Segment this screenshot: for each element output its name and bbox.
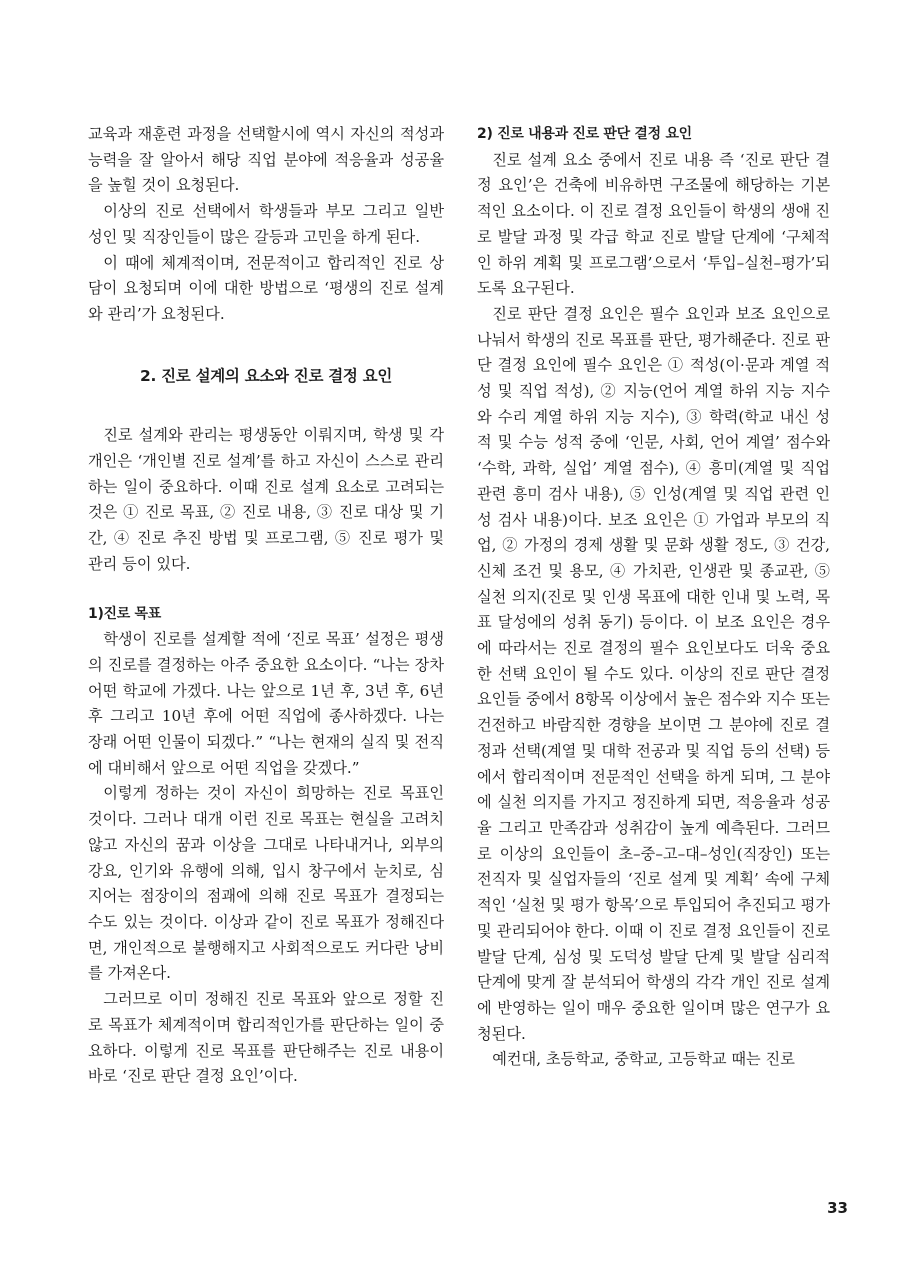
paragraph: 진로 설계 요소 중에서 진로 내용 즉 ‘진로 판단 결정 요인’은 건축에 비유하면 구조물에 해당하는 기본적인 요소이다. 이 진로 결정 요인들이 학생의 생애 진로 발달 과정 및 각급 학교 진로 발달 단계에 ‘구체적인 하위 계획 및 프로그램’으로서 ‘투입–실천–평가’되도록 요구된다. [477,150,830,298]
paragraph: 교육과 재훈련 과정을 선택할시에 역시 자신의 적성과 능력을 잘 알아서 해당 직업 분야에 적응율과 성공율을 높힐 것이 요청된다. [88,125,444,195]
right-column [477,122,830,1073]
paragraph: 진로 판단 결정 요인은 필수 요인과 보조 요인으로 나눠서 학생의 진로 목표를 판단, 평가해준다. 진로 판단 결정 요인에 필수 요인은 ① 적성(이·문과 계열 적성 및 직업 적성), ② 지능(언어 계열 하위 지능 지수와 수리 계열 하위 지능 지수), ③ 학력(학교 내신 성적 및 수능 성적 중에 ‘인문, 사회, 언어 계열’ 점수와 ‘수학, 과학, 실업’ 계열 점수), ④ 흥미(계열 및 직업 관련 흥미 검사 내용), ⑤ 인성(계열 및 직업 관련 인성 검사 내용)이다. 보조 요인은 ① 가업과 부모의 직업, ② 가정의 경제 생활 및 문화 생활 정도, ③ 건강, 신체 조건 및 용모, ④ 가치관, 인생관 및 종교관, ⑤ 실천 의지(진로 및 인생 목표에 대한 인내 및 노력, 목표 달성에의 성취 동기) 등이다. 이 보조 요인은 경우에 따라서는 진로 결정의 필수 요인보다도 더욱 중요한 선택 요인이 될 수도 있다. 이상의 진로 판단 결정 요인들 중에서 8항목 이상에서 높은 점수와 지수 또는 건전하고 바람직한 경향을 보이면 그 분야에 진로 결정과 선택(계열 및 대학 전공과 및 직업 등의 선택) 등에서 합리적이며 전문적인 선택을 하게 되며, 그 분야에 실천 의지를 가지고 정진하게 되면, 적응율과 성공율 그리고 만족감과 성취감이 높게 예측된다. 그러므로 이상의 요인들이 초–중–고–대–성인(직장인) 또는 전직자 및 실업자들의 ‘진로 설계 및 계획’ 속에 구체적인 ‘실천 및 평가 항목’으로 투입되어 추진되고 평가 및 관리되어야 한다. 이때 이 진로 결정 요인들이 진로 발달 단계, 심성 및 도덕성 발달 단계 및 발달 심리적 단계에 맞게 잘 분석되어 학생의 각각 개인 진로 설계에 반영하는 일이 매우 중요한 일이며 많은 연구가 요청된다. [477,304,830,1043]
section-title: 2. 진로 설계의 요소와 진로 결정 요인 [139,366,393,385]
subsection-title: 1)진로 목표 [88,605,162,622]
subsection-title: 2) 진로 내용과 진로 판단 결정 요인 [477,126,692,142]
paragraph: 예컨대, 초등학교, 중학교, 고등학교 때는 진로 [492,1050,795,1069]
page-number: 33 [827,1199,848,1217]
paragraph: 진로 설계와 관리는 평생동안 이뤄지며, 학생 및 각 개인은 ‘개인별 진로 설계’를 하고 자신이 스스로 관리하는 일이 중요하다. 이때 진로 설계 요소로 고려되는 것은 ① 진로 목표, ② 진로 내용, ③ 진로 대상 및 기간, ④ 진로 추진 방법 및 프로그램, ⑤ 진로 평가 및 관리 등이 있다. [88,426,444,573]
paragraph: 이렇게 정하는 것이 자신이 희망하는 진로 목표인 것이다. 그러나 대개 이런 진로 목표는 현실을 고려치 않고 자신의 꿈과 이상을 그대로 나타내거나, 외부의 강요, 인기와 유행에 의해, 입시 창구에서 눈치로, 심지어는 점장이의 점괘에 의해 진로 목표가 결정되는 수도 있는 것이다. 이상과 같이 진로 목표가 정해진다면, 개인적으로 불행해지고 사회적으로도 커다란 낭비를 가져온다. [88,784,444,983]
paragraph: 학생이 진로를 설계할 적에 ‘진로 목표’ 설정은 평생의 진로를 결정하는 아주 중요한 요소이다. “나는 장차 어떤 학교에 가겠다. 나는 앞으로 1년 후, 3년 후, 6년 후 그리고 10년 후에 어떤 직업에 종사하겠다. 나는 장래 어떤 인물이 되겠다.” “나는 현재의 실직 및 전직에 대비해서 앞으로 어떤 직업을 갖겠다.” [88,630,444,777]
paragraph: 이 때에 체계적이며, 전문적이고 합리적인 진로 상담이 요청되며 이에 대한 방법으로 ‘평생의 진로 설계와 관리’가 요청된다. [88,253,444,323]
paragraph: 그러므로 이미 정해진 진로 목표와 앞으로 정할 진로 목표가 체계적이며 합리적인가를 판단하는 일이 중요하다. 이렇게 진로 목표를 판단해주는 진로 내용이 바로 ‘진로 판단 결정 요인’이다. [88,990,444,1086]
paragraph: 이상의 진로 선택에서 학생들과 부모 그리고 일반 성인 및 직장인들이 많은 갈등과 고민을 하게 된다. [88,202,444,246]
left-column [88,122,444,1090]
